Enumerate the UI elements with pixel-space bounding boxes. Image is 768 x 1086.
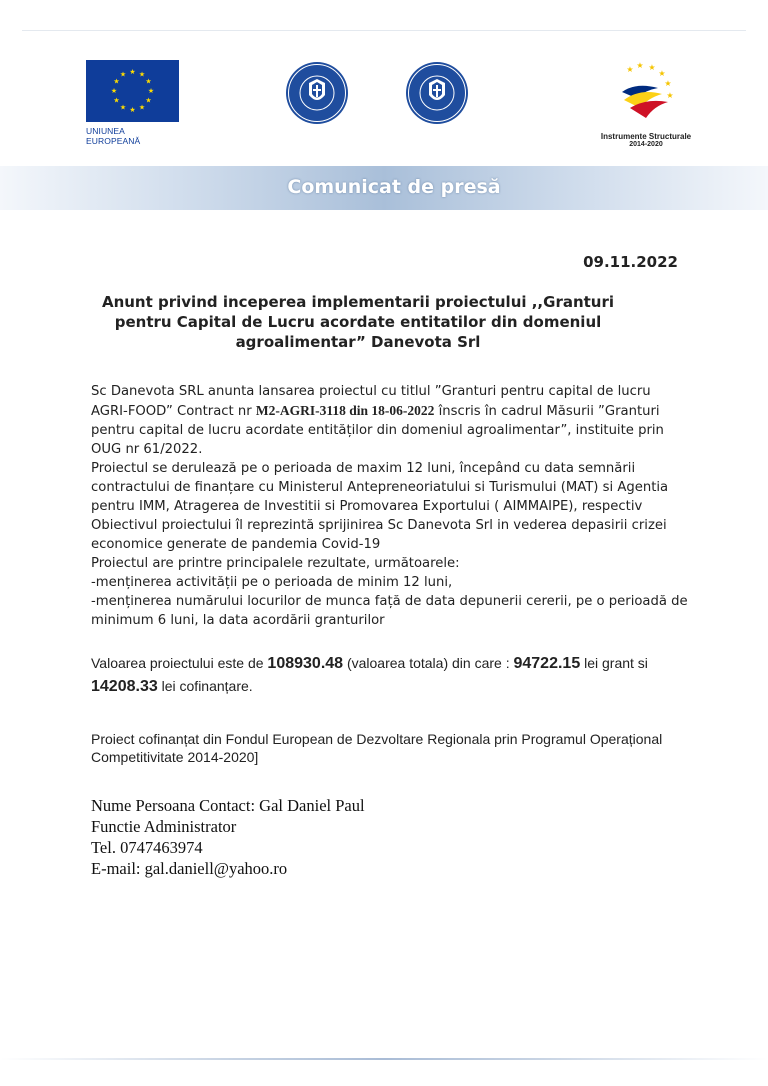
value-text: lei grant si: [580, 655, 648, 671]
contact-role: Functie Administrator: [91, 817, 237, 836]
press-release-banner: [0, 166, 768, 210]
svg-text:★: ★: [129, 106, 136, 114]
total-value: 108930.48: [267, 655, 344, 672]
contact-block: [91, 795, 691, 879]
announcement-heading: Anunt privind inceperea implementarii proiectului ,,Granturi pentru Capital de Lucru acordate entitatilor din domeniul agroalimentar” Danevota Srl: [101, 293, 615, 351]
eu-flag-icon: [86, 60, 179, 122]
paragraph-objective: Obiectivul proiectului îl reprezintă sprijinirea Sc Danevota Srl in vederea depasirii crizei economice generate de pandemia Covid-19: [91, 518, 667, 552]
release-date: 09.11.2022: [583, 253, 678, 271]
svg-text:★: ★: [666, 91, 674, 100]
svg-text:★: ★: [147, 87, 155, 95]
contract-number: M2-AGRI-3118 din 18-06-2022: [255, 403, 435, 418]
intro-text: Sc Danevota SRL anunta lansarea proiectul cu titlul ”Granturi pentru capital de lucru AGRI-FOOD” Contract nr: [91, 384, 651, 419]
government-seal-logo: [405, 61, 469, 125]
svg-text:★: ★: [138, 103, 146, 112]
result-item: -menținerea numărului locurilor de munca față de data depunerii cererii, pe o perioadă de minimum 6 luni, la data acordării granturilor: [91, 594, 688, 628]
paragraph-intro: [91, 382, 691, 459]
value-text: (valoarea totala) din care :: [343, 655, 514, 671]
svg-text:★: ★: [113, 77, 120, 86]
government-seal-logo: [285, 61, 349, 125]
is-label: Instrumente Structurale: [600, 132, 692, 141]
eu-label: UNIUNEA EUROPEANĂ: [86, 126, 141, 146]
intro-text-continued: înscris în cadrul Măsurii ”Granturi pentru capital de lucru acordate entităților din domeniul agroalimentar”, instituite prin OUG nr 61/2022.: [91, 404, 664, 457]
cofinancing-value: 14208.33: [91, 678, 158, 695]
top-divider: [22, 30, 746, 31]
instrumente-structurale-logo: [596, 58, 696, 148]
svg-text:★: ★: [138, 70, 146, 79]
contact-name: Nume Persoana Contact: Gal Daniel Paul: [91, 796, 365, 815]
svg-text:★: ★: [145, 77, 152, 86]
svg-text:★: ★: [129, 68, 136, 76]
svg-text:★: ★: [119, 103, 127, 112]
project-value: [91, 652, 691, 698]
value-suffix: lei cofinanțare.: [157, 678, 253, 694]
paragraph-results: Proiectul are printre principalele rezultate, următoarele:: [91, 556, 460, 571]
announcement-body: [91, 382, 691, 630]
program-note: Proiect cofinanțat din Fondul European de Dezvoltare Regionala prin Programul Operațional Competitivitate 2014-2020]: [91, 731, 663, 765]
is-years: 2014-2020: [629, 141, 663, 148]
grant-value: 94722.15: [513, 655, 581, 672]
structural-instruments-icon: [606, 58, 686, 126]
value-prefix: Valoarea proiectului este de: [91, 655, 268, 671]
bottom-divider: [0, 1058, 768, 1060]
government-seal-icon: [405, 61, 469, 125]
svg-text:★: ★: [664, 79, 672, 88]
svg-text:★: ★: [636, 61, 644, 70]
svg-text:★: ★: [110, 87, 118, 95]
government-seal-icon: [285, 61, 349, 125]
banner-title: Comunicat de presă: [287, 176, 501, 198]
svg-text:★: ★: [119, 70, 127, 79]
svg-text:★: ★: [145, 96, 152, 105]
eu-logo: [86, 60, 179, 146]
svg-text:★: ★: [626, 65, 634, 74]
svg-text:★: ★: [113, 96, 120, 105]
paragraph-duration: Proiectul se derulează pe o perioada de maxim 12 luni, începând cu data semnării contractului de finanțare cu Ministerul Antepreneoriatului si Turismului (MAT) si Agentia pentru IMM, Atragerea de Investitii si Promovarea Exportului ( AIMMAIPE), respectiv: [91, 461, 669, 514]
result-item: -menținerea activității pe o perioada de minim 12 luni,: [91, 575, 453, 590]
svg-text:★: ★: [658, 69, 666, 78]
svg-text:★: ★: [648, 63, 656, 72]
contact-email: E-mail: gal.daniell@yahoo.ro: [91, 859, 288, 878]
contact-phone: Tel. 0747463974: [91, 838, 203, 857]
